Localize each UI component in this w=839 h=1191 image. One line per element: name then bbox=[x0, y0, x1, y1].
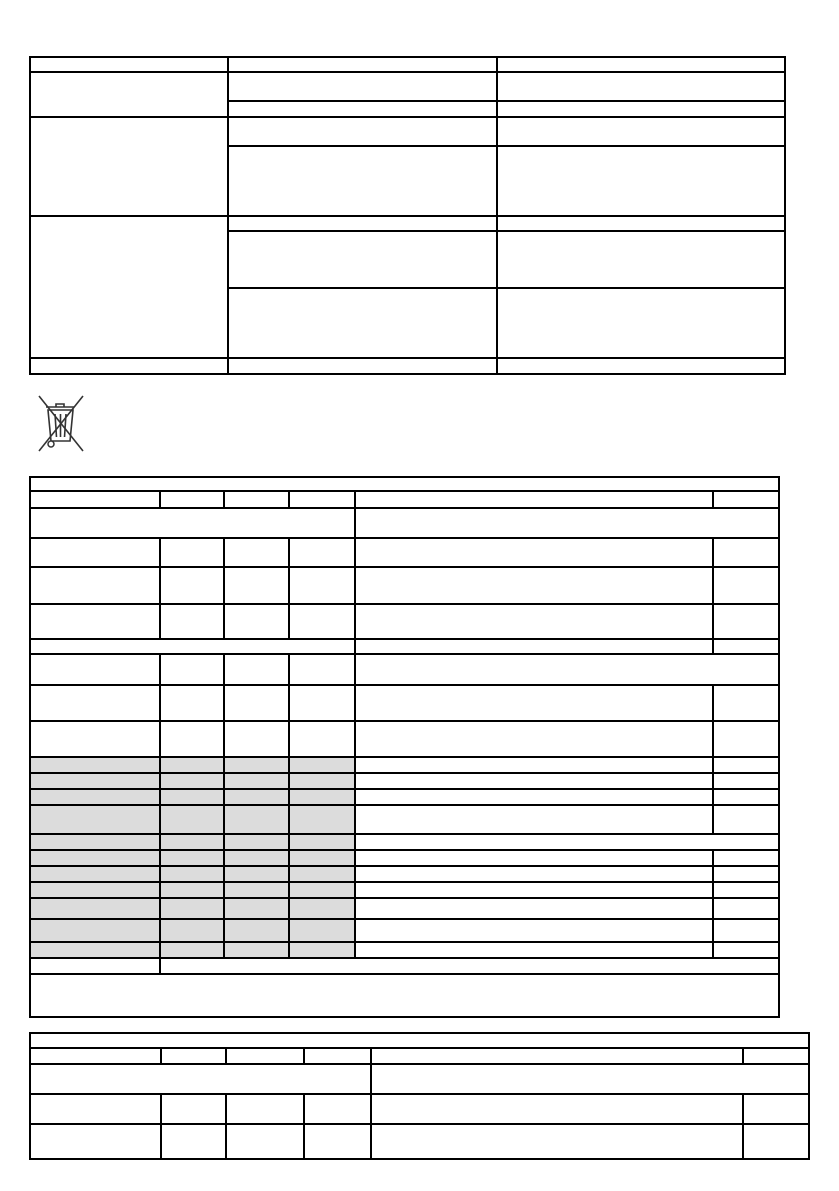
spec-table-row-divider bbox=[29, 720, 780, 722]
bottom-table-col-divider bbox=[742, 1047, 744, 1065]
spec-table-row-divider bbox=[29, 684, 780, 686]
spec-table-col-divider bbox=[354, 490, 356, 959]
spec-table-frame bbox=[29, 476, 780, 1018]
top-table-row-divider bbox=[29, 215, 786, 217]
top-table-row-divider bbox=[227, 145, 786, 147]
top-table-row-divider bbox=[227, 230, 786, 232]
spec-table-row-divider bbox=[29, 788, 780, 790]
top-table-row-divider bbox=[29, 71, 786, 73]
spec-table-row-divider bbox=[29, 957, 780, 959]
spec-table-row-divider bbox=[29, 865, 780, 867]
spec-table-col-divider bbox=[712, 849, 714, 959]
spec-table-col-divider bbox=[159, 490, 161, 509]
top-table-row-divider bbox=[29, 116, 786, 118]
spec-table-col-divider bbox=[712, 490, 714, 509]
bottom-table-col-divider bbox=[160, 1047, 162, 1065]
spec-table-col-divider bbox=[159, 653, 161, 975]
bottom-table-col-divider bbox=[742, 1093, 744, 1160]
spec-table-col-divider bbox=[288, 653, 290, 959]
bottom-table-row-divider bbox=[29, 1093, 810, 1095]
top-table-row-divider bbox=[29, 357, 786, 359]
top-table-row-divider bbox=[227, 287, 786, 289]
spec-table-row-divider bbox=[29, 918, 780, 920]
weee-symbol bbox=[33, 393, 89, 455]
spec-table-col-divider bbox=[288, 537, 290, 640]
spec-table-row-divider bbox=[29, 941, 780, 943]
spec-table-col-divider bbox=[712, 537, 714, 655]
bottom-table-col-divider bbox=[225, 1047, 227, 1065]
top-table-row-divider bbox=[227, 100, 786, 102]
bottom-table-row-divider bbox=[29, 1123, 810, 1125]
bottom-table-col-divider bbox=[303, 1093, 305, 1160]
bottom-table-col-divider bbox=[303, 1047, 305, 1065]
spec-table-row-divider bbox=[29, 507, 780, 509]
spec-table-col-divider bbox=[712, 684, 714, 835]
bottom-table-row-divider bbox=[29, 1063, 810, 1065]
spec-table-row-divider bbox=[29, 537, 780, 539]
spec-table-row-divider bbox=[29, 756, 780, 758]
spec-table-row-divider bbox=[29, 881, 780, 883]
spec-table-row-divider bbox=[29, 566, 780, 568]
bottom-table-col-divider bbox=[370, 1047, 372, 1160]
spec-table-row-divider bbox=[29, 973, 780, 975]
spec-table-col-divider bbox=[159, 537, 161, 640]
bottom-table-row-divider bbox=[29, 1047, 810, 1049]
spec-table-row-divider bbox=[29, 772, 780, 774]
spec-table-row-divider bbox=[29, 849, 780, 851]
spec-table-row-divider bbox=[29, 804, 780, 806]
spec-table-col-divider bbox=[223, 490, 225, 509]
spec-table-row-divider bbox=[29, 653, 780, 655]
crossed-out-wheelie-bin-icon bbox=[33, 393, 89, 455]
spec-table-col-divider bbox=[223, 653, 225, 959]
bottom-table-col-divider bbox=[160, 1093, 162, 1160]
spec-table-row-divider bbox=[29, 603, 780, 605]
spec-table-row-divider bbox=[29, 897, 780, 899]
bottom-table-frame bbox=[29, 1032, 810, 1160]
spec-table-row-divider bbox=[29, 833, 780, 835]
spec-table-row-divider bbox=[29, 490, 780, 492]
spec-table-row-divider bbox=[29, 638, 780, 640]
bottom-table-col-divider bbox=[225, 1093, 227, 1160]
spec-table-col-divider bbox=[223, 537, 225, 640]
spec-table-col-divider bbox=[288, 490, 290, 509]
